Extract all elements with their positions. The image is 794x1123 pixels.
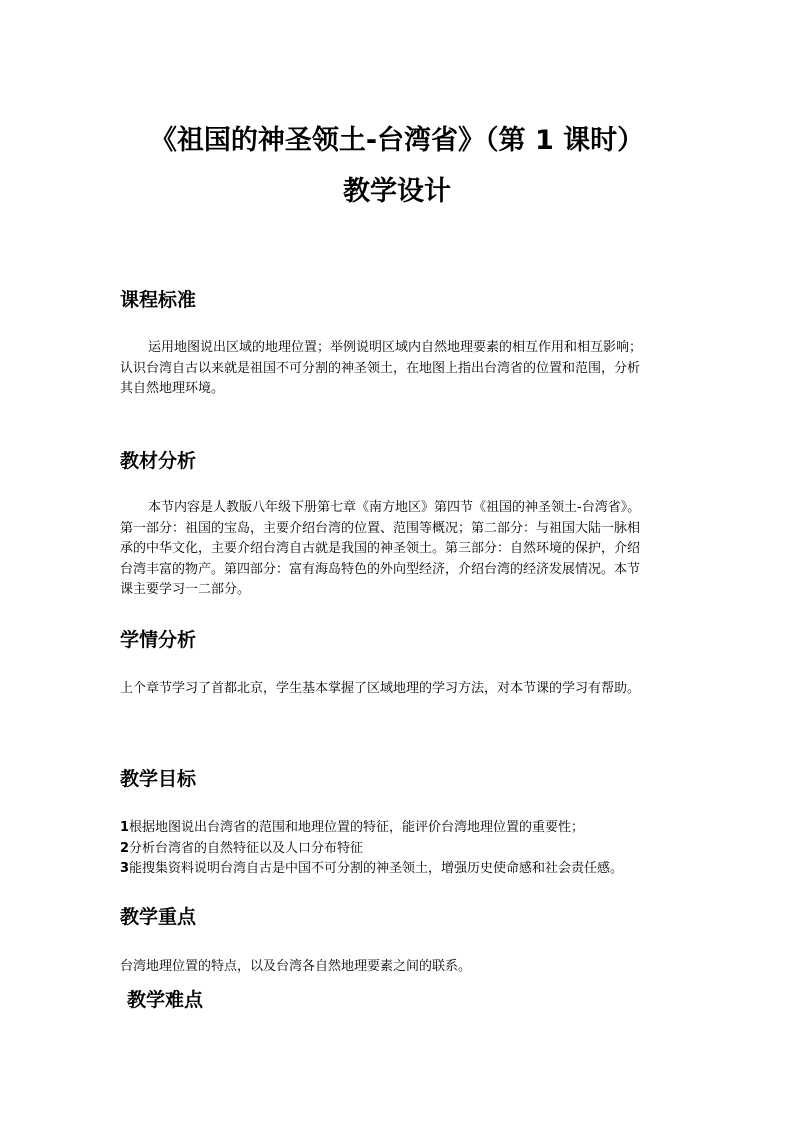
focus-paragraph: [120, 957, 700, 978]
section-heading-students: 学情分析: [120, 629, 197, 651]
document-title: 《祖国的神圣领土-台湾省》（第 1 课时）: [149, 125, 645, 156]
paragraph-line: 台湾地理位置的特点，以及台湾各自然地理要素之间的联系。: [120, 959, 472, 974]
list-item: [120, 818, 700, 839]
paragraph-line: 第一部分：祖国的宝岛，主要介绍台湾的位置、范围等概况；第二部分：与祖国大陆一脉相: [120, 520, 641, 536]
list-item-number: 3: [120, 861, 130, 876]
paragraph-line: 运用地图说出区域的地理位置；举例说明区域内自然地理要素的相互作用和相互影响；: [148, 340, 643, 355]
list-item: [120, 839, 700, 860]
section-heading-difficulty: 教学难点: [127, 989, 204, 1011]
section-heading-standard: 课程标准: [120, 289, 197, 311]
paragraph-line: 课主要学习一二部分。: [120, 582, 251, 597]
material-paragraph: [120, 498, 700, 601]
list-item-text: 分析台湾省的自然特征以及人口分布特征: [129, 840, 364, 856]
list-item-text: 根据地图说出台湾省的范围和地理位置的特征，能评价台湾地理位置的重要性；: [129, 820, 585, 835]
document-subtitle: 教学设计: [343, 176, 451, 207]
paragraph-line: 上个章节学习了首都北京，学生基本掌握了区域地理的学习方法，对本节课的学习有帮助。: [120, 681, 641, 696]
students-paragraph: [120, 679, 700, 700]
paragraph-line: 承的中华文化，主要介绍台湾自古就是我国的神圣领土。第三部分：自然环境的保护，介绍: [120, 541, 641, 556]
objectives-list: [120, 818, 700, 880]
section-heading-objectives: 教学目标: [120, 768, 197, 790]
paragraph-line: 认识台湾自古以来就是祖国不可分割的神圣领土，在地图上指出台湾省的位置和范围，分析: [120, 360, 641, 376]
standard-paragraph: [120, 338, 700, 400]
paragraph-line: 本节内容是人教版八年级下册第七章《南方地区》第四节《祖国的神圣领土-台湾省》。: [148, 500, 641, 515]
paragraph-line: 台湾丰富的物产。第四部分：富有海岛特色的外向型经济，介绍台湾的经济发展情况。本节: [120, 561, 641, 577]
section-heading-focus: 教学重点: [120, 906, 197, 928]
list-item-number: 2: [120, 840, 130, 856]
paragraph-line: 其自然地理环境。: [120, 381, 225, 396]
list-item-text: 能搜集资料说明台湾自古是中国不可分割的神圣领土，增强历史使命感和社会责任感。: [129, 861, 624, 876]
list-item: [120, 859, 700, 880]
section-heading-material: 教材分析: [120, 450, 197, 472]
list-item-number: 1: [120, 820, 130, 835]
